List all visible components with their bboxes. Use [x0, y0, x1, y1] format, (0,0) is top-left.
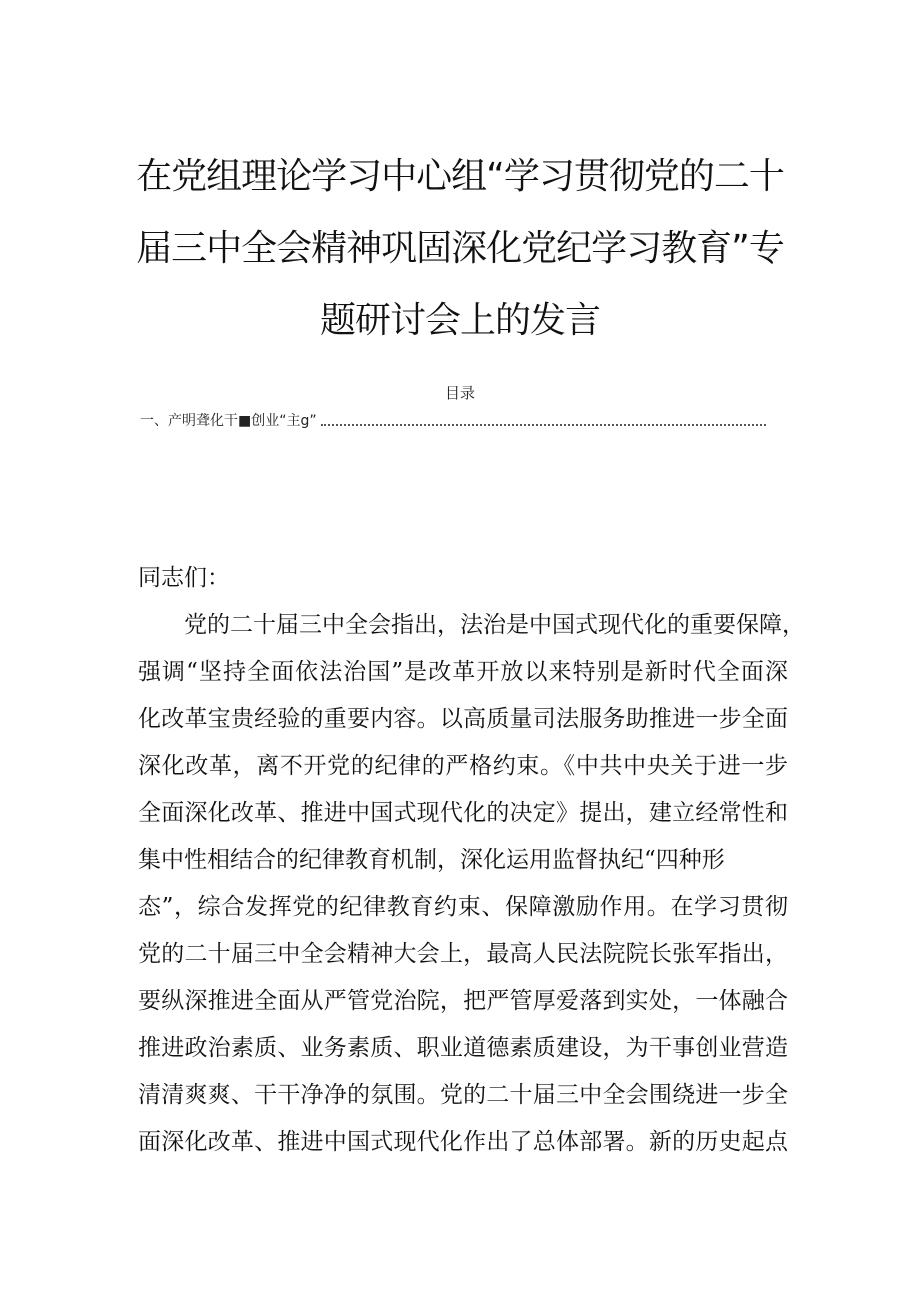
body-line-2: 强调“坚持全面依法治国”是改革开放以来特别是新时代全面深 [138, 659, 788, 685]
body-line-1: 党的二十届三中全会指出，法治是中国式现代化的重要保障， [138, 612, 805, 638]
toc-entry[interactable] [140, 410, 766, 430]
body-line-12: 面深化改革、推进中国式现代化作出了总体部署。新的历史起点 [138, 1129, 788, 1155]
body-line-9: 要纵深推进全面从严管党治院，把严管厚爱落到实处，一体融合 [138, 988, 788, 1014]
greeting: 同志们： [138, 565, 230, 591]
body-line-3: 化改革宝贵经验的重要内容。以高质量司法服务助推进一步全面 [138, 706, 788, 732]
toc-entry-label: 一、产明聋化干■创业“主g” [140, 413, 317, 429]
toc-dot-leader [321, 423, 766, 426]
document-title-line-3: 题研讨会上的发言 [319, 300, 600, 341]
body-line-11: 清清爽爽、干干净净的氛围。党的二十届三中全会围绕进一步全 [138, 1082, 788, 1108]
document-title-line-2: 届三中全会精神巩固深化党纪学习教育”专 [136, 228, 784, 269]
toc-heading: 目录 [444, 384, 475, 402]
body-line-10: 推进政治素质、业务素质、职业道德素质建设，为干事创业营造 [138, 1035, 788, 1061]
document-title-line-1: 在党组理论学习中心组“学习贯彻党的二十 [136, 156, 784, 197]
body-line-4: 深化改革，离不开党的纪律的严格约束。《中共中央关于进一步 [138, 753, 788, 779]
body-line-6: 集中性相结合的纪律教育机制，深化运用监督执纪“四种形 [138, 847, 725, 873]
body-line-7: 态”，综合发挥党的纪律教育约束、保障激励作用。在学习贯彻 [138, 894, 788, 920]
body-line-8: 党的二十届三中全会精神大会上，最高人民法院院长张军指出， [138, 941, 788, 967]
body-line-5: 全面深化改革、推进中国式现代化的决定》提出，建立经常性和 [138, 800, 788, 826]
